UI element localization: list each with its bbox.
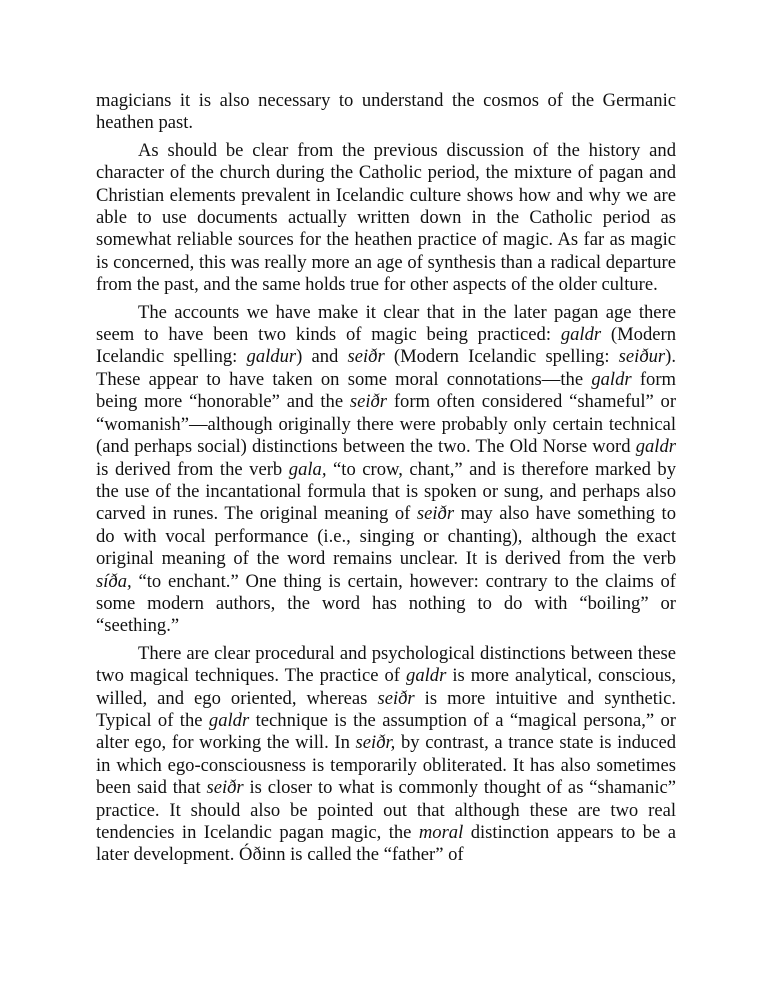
paragraph xyxy=(96,90,676,135)
text-run: (Modern Icelandic spelling: xyxy=(384,346,619,368)
text-run: technique is the assumption of a “magical persona,” or alter ego, for working the will. In xyxy=(96,709,676,754)
text-run: is derived from the verb xyxy=(96,458,289,480)
text-run: (Modern Icelandic spelling: xyxy=(96,324,676,368)
text-run: is more intuitive and synthetic. Typical of the xyxy=(96,687,676,731)
italic-term: seiðr xyxy=(377,687,415,709)
text-run: is more analytical, conscious, willed, and ego oriented, whereas xyxy=(96,665,676,709)
italic-term: galdr xyxy=(560,324,602,346)
text-run: by contrast, a trance state is induced in which ego-consciousness is temporarily obliterated. It has also sometimes been said that xyxy=(96,732,677,799)
italic-term: síða, xyxy=(96,570,132,592)
paragraph xyxy=(96,140,676,297)
italic-term: seiðr xyxy=(349,391,388,413)
text-run: is closer to what is commonly thought of as “shamanic” practice. It should also be pointed out that although these are two real tendencies in Icelandic pagan magic, the xyxy=(96,777,676,843)
italic-term: seiðr xyxy=(347,346,385,368)
text-run: ). These appear to have taken on some moral connotations—the xyxy=(96,346,676,390)
italic-term: seiður xyxy=(618,346,666,368)
text-run: magicians it is also necessary to understand the cosmos of the Germanic heathen past. xyxy=(96,90,676,134)
italic-term: seiðr, xyxy=(355,732,396,754)
book-page-body xyxy=(96,90,676,872)
italic-term: galdr xyxy=(406,665,447,687)
italic-term: galdur xyxy=(246,346,297,368)
paragraph xyxy=(96,302,676,638)
italic-term: galdr xyxy=(591,368,632,390)
text-run: distinction appears to be a later development. Óðinn is called the “father” of xyxy=(96,822,676,866)
italic-term: galdr xyxy=(208,709,250,731)
text-run: “to crow, chant,” and is therefore marked by the use of the incantational formula that is spoken or sung, and perhaps also carved in runes. The original meaning of xyxy=(96,458,676,525)
italic-term: gala, xyxy=(288,458,327,480)
italic-term: moral xyxy=(418,822,464,843)
italic-term: galdr xyxy=(635,436,676,458)
italic-term: seiðr xyxy=(416,503,455,525)
text-run: As should be clear from the previous discussion of the history and character of the church during the Catholic period, the mixture of pagan and Christian elements prevalent in Icelandic culture shows how and why we are able to use documents actually written down in the Catholic period as somewhat reliable sources for the heathen practice of magic. As far as magic is concerned, this was really more an age of synthesis than a radical departure from the past, and the same holds true for other aspects of the older culture. xyxy=(96,139,676,296)
text-run: may also have something to do with vocal performance (i.e., singing or chanting), although the exact original meaning of the word remains unclear. It is derived from the verb xyxy=(96,503,676,570)
italic-term: seiðr xyxy=(206,777,244,799)
text-run: The accounts we have make it clear that in the later pagan age there seem to have been two kinds of magic being practiced: xyxy=(96,301,676,346)
text-run: “to enchant.” One thing is certain, however: contrary to the claims of some modern authors, the word has nothing to do with “boiling” or “seething.” xyxy=(96,570,676,637)
text-run: form often considered “shameful” or “womanish”—although originally there were probably only certain technical (and perhaps social) distinctions between the two. The Old Norse word xyxy=(96,391,677,458)
text-run: ) and xyxy=(296,346,348,368)
paragraph xyxy=(96,643,676,867)
text-run: There are clear procedural and psychological distinctions between these two magical techniques. The practice of xyxy=(96,642,676,687)
text-run: form being more “honorable” and the xyxy=(96,368,676,413)
